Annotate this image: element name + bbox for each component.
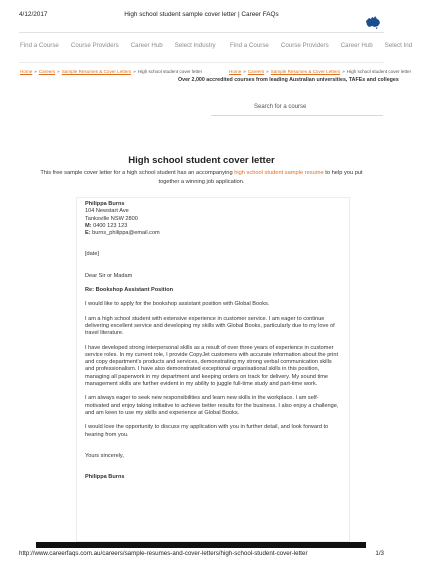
nav-course-providers[interactable]: Course Providers: [280, 42, 329, 49]
paragraph-5: I would love the opportunity to discuss my application with you in further detail, and look forward to hearing from you.: [85, 424, 329, 438]
breadcrumb-resumes[interactable]: Sample Resumes & Cover Letters: [61, 69, 132, 74]
mobile-value: 0400 123 123: [93, 222, 128, 229]
paragraph-3: I have developed strong interpersonal skills as a result of over three years of experience in customer service roles. In my current role, I provide CopyJet customers with accurate information about the print and copy department's products and services, demonstrating my strong verbal communication skills and professionalism. I have also demonstrated exceptional organisational skills in this position, managing all paperwork in my department and keeping orders on track for delivery. My sound time management skills are further evident in my ability to juggle full-time study and part-time work.: [85, 344, 339, 388]
breadcrumb-current: High school student cover letter: [137, 69, 203, 74]
sample-resume-link[interactable]: high school student sample resume: [234, 170, 324, 176]
mobile-label: M:: [85, 222, 92, 229]
paragraph-4: I am always eager to seek new responsibilities and learn new skills in the workplace. I am self-motivated and enjoy taking initiative to achieve better results for the business. I also enjoy a challenge, and am keen to use my skills and experience at Global Books.: [85, 395, 339, 416]
page-cut-strip: [36, 542, 366, 548]
nav-divider: [19, 62, 384, 63]
breadcrumb-separator: »: [266, 69, 269, 74]
nav-find-course[interactable]: Find a Course: [230, 42, 269, 49]
breadcrumb-resumes[interactable]: Sample Resumes & Cover Letters: [270, 69, 341, 74]
promo-banner: Over 2,000 accredited courses from leading Australian universities, TAFEs and colleges: [178, 77, 399, 83]
sender-name: Philippa Burns: [85, 201, 125, 207]
print-page-title: High school student sample cover letter | Career FAQs: [124, 11, 279, 18]
sender-address-line2: Tanksville NSW 2800: [85, 215, 138, 222]
site-header: [19, 13, 384, 33]
nav-select-industry[interactable]: Select Industry: [174, 42, 216, 49]
page-number: 1/3: [375, 550, 384, 557]
sender-mobile: [85, 223, 341, 230]
breadcrumb: [20, 69, 218, 74]
letter-date: [date]: [85, 251, 99, 258]
breadcrumb-home[interactable]: Home: [229, 69, 242, 74]
signature-name: Philippa Burns: [85, 474, 125, 481]
intro-text-end: to help you put together a winning job application.: [158, 170, 363, 185]
cover-letter: [76, 197, 350, 542]
nav-career-hub[interactable]: Career Hub: [130, 42, 163, 49]
breadcrumb-separator: »: [342, 69, 345, 74]
sender-address-line1: 104 Newstart Ave: [85, 208, 129, 215]
nav-course-providers[interactable]: Course Providers: [70, 42, 119, 49]
breadcrumb-home[interactable]: Home: [20, 69, 33, 74]
main-nav: [20, 42, 228, 56]
course-search-input[interactable]: Search for a course: [211, 100, 383, 116]
email-value: burns_philippa@email.com: [92, 230, 160, 237]
closing: Yours sincerely,: [85, 452, 124, 459]
nav-select-industry[interactable]: Select Ind: [384, 42, 413, 49]
email-label: E:: [85, 230, 91, 237]
salutation: Dear Sir or Madam: [85, 272, 133, 279]
nav-find-course[interactable]: Find a Course: [20, 42, 59, 49]
breadcrumb-careers[interactable]: Careers: [247, 69, 265, 74]
print-url: http://www.careerfaqs.com.au/careers/sample-resumes-and-cover-letters/high-school-student-cover-letter: [19, 550, 308, 557]
breadcrumb-separator: »: [34, 69, 37, 74]
nav-career-hub[interactable]: Career Hub: [340, 42, 373, 49]
breadcrumb-current: High school student cover letter: [346, 69, 412, 74]
intro-text: [40, 169, 363, 187]
sender-email: [85, 230, 341, 237]
intro-text-start: This free sample cover letter for a high school student has an accompanying: [40, 170, 233, 176]
breadcrumb-separator: »: [243, 69, 246, 74]
subject-line: Re: Bookshop Assistant Position: [85, 287, 174, 294]
print-footer: [19, 550, 384, 560]
print-date: 4/12/2017: [19, 11, 48, 18]
australia-logo-icon[interactable]: [364, 15, 382, 29]
breadcrumb-separator: »: [133, 69, 136, 74]
breadcrumb-duplicate: [229, 69, 412, 74]
page-title: High school student cover letter: [128, 155, 275, 166]
breadcrumb-separator: »: [57, 69, 60, 74]
paragraph-2: I am a high school student with extensive experience in customer service. I am eager to continue delivering excellent service and developing my skills with Global Books, particularly due to my love of travel literature.: [85, 315, 335, 337]
breadcrumb-careers[interactable]: Careers: [38, 69, 56, 74]
main-nav-duplicate: [230, 42, 424, 56]
paragraph-1: I would like to apply for the bookshop assistant position with Global Books.: [85, 301, 270, 308]
